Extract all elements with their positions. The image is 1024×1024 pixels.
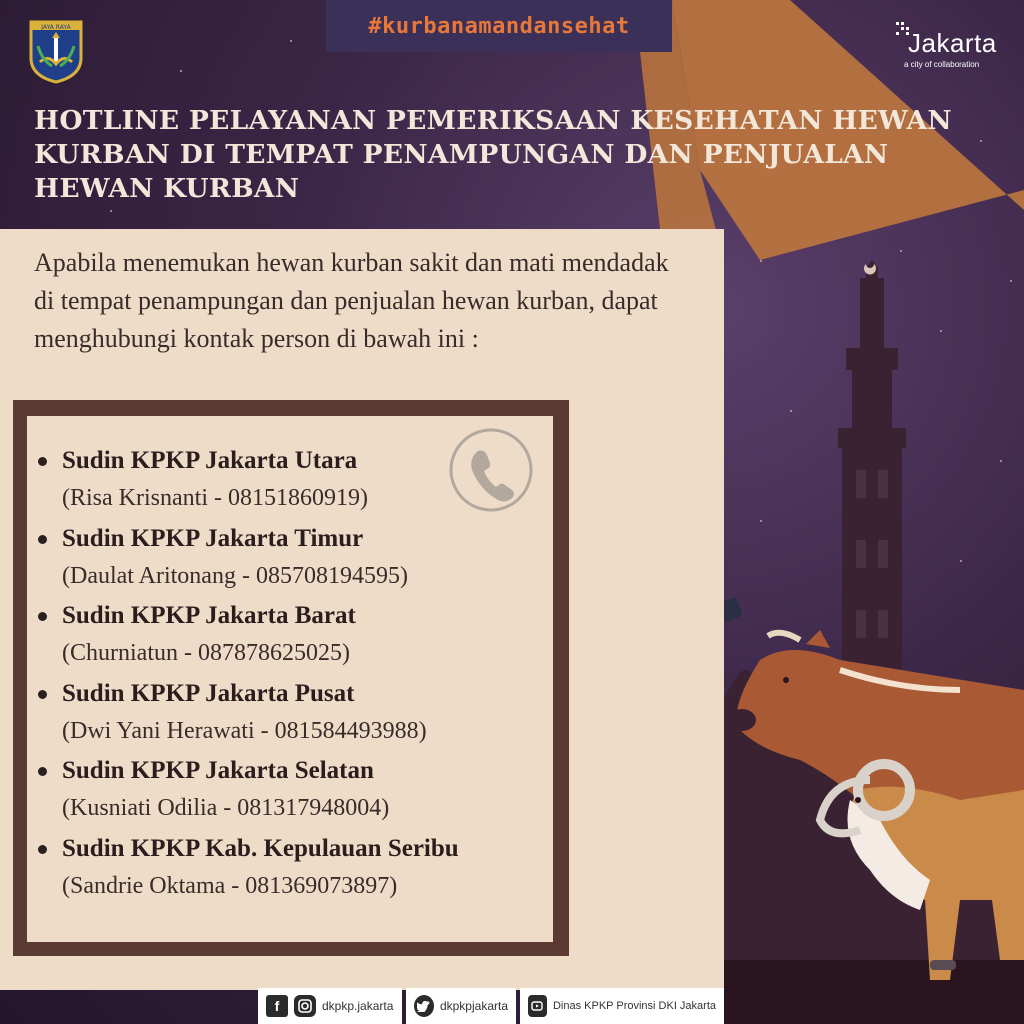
twitter-handle[interactable]: dkpkpjakarta (439, 999, 508, 1013)
bullet-icon (38, 535, 47, 544)
contact-office: Sudin KPKP Jakarta Selatan (62, 757, 374, 784)
intro-paragraph: Apabila menemukan hewan kurban sakit dan mati mendadak di tempat penampungan dan penjualan hewan kurban, dapat menghubungi kontak person di bawah ini : (34, 248, 669, 353)
jakarta-wordmark: Jakarta (908, 28, 997, 58)
twitter-icon[interactable] (414, 995, 434, 1017)
contact-detail[interactable]: (Churniatun - 087878625025) (62, 640, 350, 666)
contact-detail[interactable]: (Kusniati Odilia - 081317948004) (62, 795, 390, 821)
contact-office: Sudin KPKP Jakarta Timur (62, 524, 364, 552)
bullet-icon (38, 845, 47, 854)
contact-office: Sudin KPKP Kab. Kepulauan Seribu (62, 834, 459, 862)
youtube-icon[interactable] (528, 995, 547, 1017)
bullet-icon (38, 457, 47, 466)
contact-item (38, 752, 568, 830)
footer-youtube[interactable] (520, 988, 724, 1024)
footer-twitter[interactable] (406, 988, 516, 1024)
page-title: HOTLINE PELAYANAN PEMERIKSAAN KESEHATAN HEWAN KURBAN DI TEMPAT PENAMPUNGAN DAN PENJUALAN HEWAN KURBAN (34, 105, 952, 204)
bullet-icon (38, 612, 47, 621)
contact-item (38, 675, 568, 753)
svg-text:JAYA RAYA: JAYA RAYA (41, 24, 71, 31)
contact-office: Sudin KPKP Jakarta Barat (62, 602, 356, 629)
contact-item (38, 830, 568, 908)
jakarta-tagline: a city of collaboration (904, 60, 980, 69)
contact-item (38, 597, 568, 675)
bullet-icon (38, 767, 47, 776)
contact-item (38, 442, 568, 520)
hashtag-text: #kurbanamandansehat (368, 13, 630, 39)
facebook-icon[interactable]: f (266, 995, 288, 1017)
contact-list (38, 442, 568, 907)
contact-detail[interactable]: (Sandrie Oktama - 081369073897) (62, 872, 398, 899)
bullet-icon (38, 690, 47, 699)
contact-detail[interactable]: (Daulat Aritonang - 085708194595) (62, 562, 408, 589)
contact-item (38, 520, 568, 598)
contact-detail[interactable]: (Risa Krisnanti - 08151860919) (62, 485, 368, 511)
contact-office: Sudin KPKP Jakarta Utara (62, 447, 358, 474)
footer-facebook-instagram[interactable] (258, 988, 402, 1024)
facebook-instagram-handle[interactable]: dkpkp.jakarta (322, 999, 394, 1013)
contact-detail[interactable]: (Dwi Yani Herawati - 081584493988) (62, 717, 427, 744)
instagram-icon[interactable] (294, 995, 316, 1017)
contact-office: Sudin KPKP Jakarta Pusat (62, 679, 355, 707)
youtube-channel[interactable]: Dinas KPKP Provinsi DKI Jakarta (552, 1000, 716, 1012)
